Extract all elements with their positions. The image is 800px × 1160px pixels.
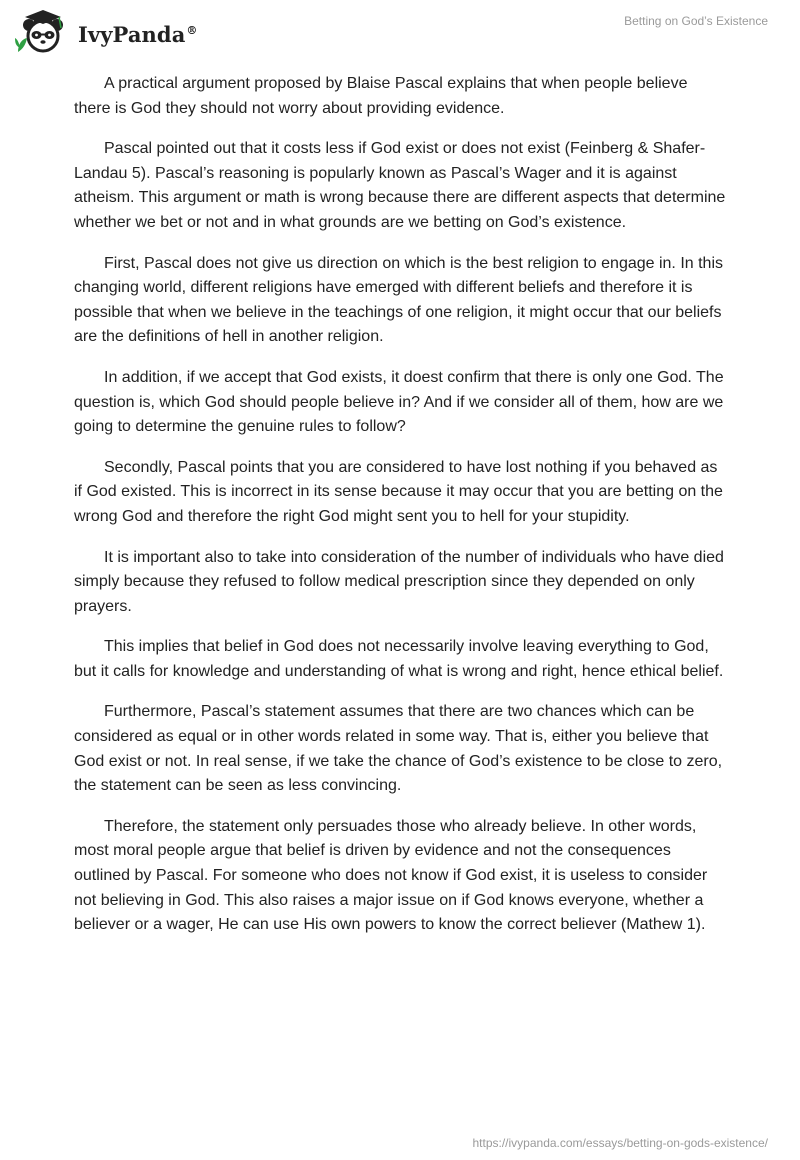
paragraph: A practical argument proposed by Blaise Pascal explains that when people believe there is God they should not worry about providing evidence.: [74, 75, 688, 117]
registered-mark: ®: [186, 23, 198, 37]
paragraph: Secondly, Pascal points that you are considered to have lost nothing if you behaved as if God existed. This is incorrect in its sense because it may occur that you are betting on the wrong God and therefore the right God might sent you to hell for your stupidity.: [74, 458, 723, 525]
panda-graduation-cap-icon: [14, 8, 72, 54]
paragraph: Furthermore, Pascal’s statement assumes that there are two chances which can be considered as equal or in other words related in some way. That is, either you believe that God exist or not. In real sense, if we take the chance of God’s existence to be close to zero, the statement can be seen as less convincing.: [74, 703, 723, 795]
paragraph: This implies that belief in God does not necessarily involve leaving everything to God, but it calls for knowledge and understanding of what is wrong and right, hence ethical belief.: [74, 638, 724, 680]
article-body: [74, 72, 726, 954]
source-url[interactable]: https://ivypanda.com/essays/betting-on-gods-existence/: [472, 1136, 768, 1150]
paragraph: Pascal pointed out that it costs less if God exist or does not exist (Feinberg & Shafer-Landau 5). Pascal’s reasoning is popularly known as Pascal’s Wager and it is against atheism. This argument or math is wrong because there are different aspects that determine whether we bet or not and in what grounds are we betting on God’s existence.: [74, 140, 726, 231]
ivypanda-logo[interactable]: [14, 8, 198, 54]
paragraph: In addition, if we accept that God exists, it doest confirm that there is only one God. The question is, which God should people believe in? And if we consider all of them, how are we going to determine the genuine rules to follow?: [74, 368, 724, 436]
page-header: [0, 0, 800, 60]
document-title: Betting on God’s Existence: [624, 14, 768, 28]
paragraph: Therefore, the statement only persuades those who already believe. In other words, most moral people argue that belief is driven by evidence and not the consequences outlined by Pascal. For someone who does not know if God exist, it is useless to consider not believing in God. This also raises a major issue on if God knows everyone, whether a believer or a wager, He can use His own powers to know the correct believer (Mathew 1).: [74, 817, 708, 934]
paragraph: First, Pascal does not give us direction on which is the best religion to engage in. In this changing world, different religions have emerged with different beliefs and therefore it is possible that when we believe in the teachings of one religion, it might occur that our beliefs are the definitions of hell in another religion.: [74, 254, 724, 346]
brand-name: IvyPanda®: [78, 21, 198, 47]
paragraph: It is important also to take into consideration of the number of individuals who have died simply because they refused to follow medical prescription since they depended on only prayers.: [74, 548, 724, 615]
